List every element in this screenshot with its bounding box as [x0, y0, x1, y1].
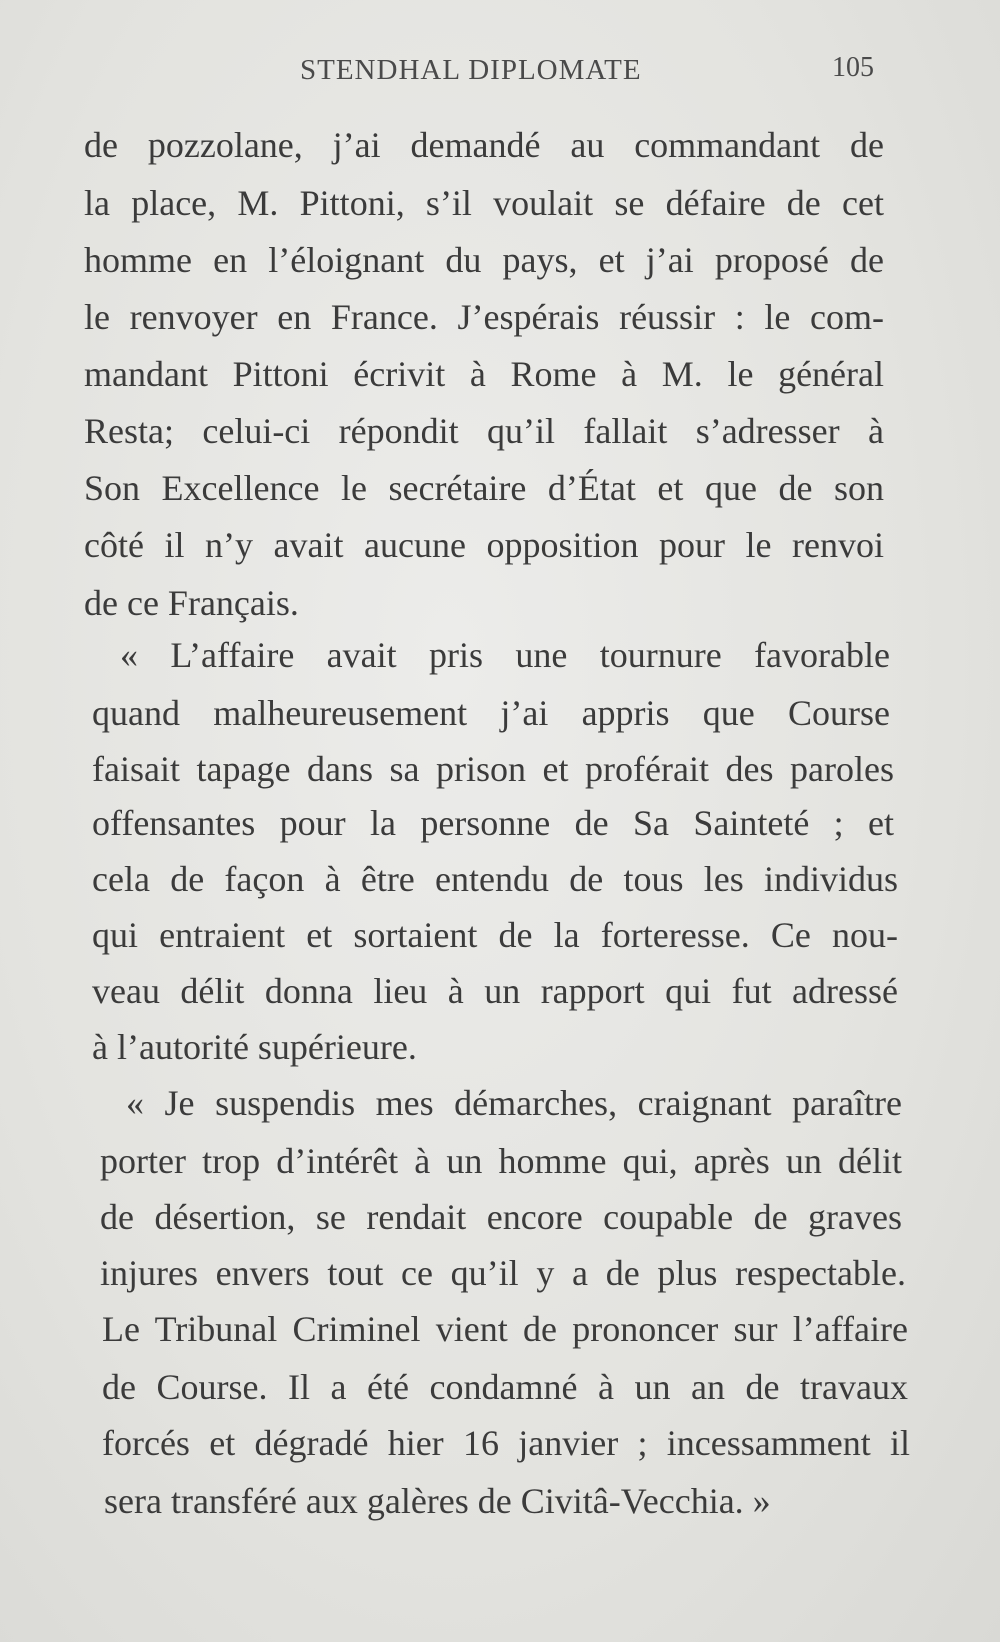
text-line: homme en l’éloignant du pays, et j’ai proposé de — [84, 240, 884, 280]
text-line: côté il n’y avait aucune opposition pour le renvoi — [84, 525, 884, 565]
text-line: quand malheureusement j’ai appris que Course — [92, 693, 890, 733]
text-line: injures envers tout ce qu’il y a de plus respectable. — [100, 1253, 906, 1293]
running-title: STENDHAL DIPLOMATE — [300, 54, 642, 86]
text-line: de désertion, se rendait encore coupable de graves — [100, 1197, 902, 1237]
text-line: offensantes pour la personne de Sa Sainteté ; et — [92, 803, 894, 843]
text-line: forcés et dégradé hier 16 janvier ; incessamment il — [102, 1423, 910, 1463]
text-line: qui entraient et sortaient de la forteresse. Ce nou- — [92, 915, 898, 955]
page-number: 105 — [832, 52, 874, 83]
text-line: sera transféré aux galères de Civitâ-Vecchia. » — [104, 1481, 771, 1521]
text-line: mandant Pittoni écrivit à Rome à M. le général — [84, 354, 884, 394]
text-line: de ce Français. — [84, 583, 299, 623]
text-line: à l’autorité supérieure. — [92, 1027, 417, 1067]
text-line: le renvoyer en France. J’espérais réussir : le com- — [84, 297, 884, 337]
text-line: porter trop d’intérêt à un homme qui, après un délit — [100, 1141, 902, 1181]
text-line: de Course. Il a été condamné à un an de travaux — [102, 1367, 908, 1407]
text-line: cela de façon à être entendu de tous les individus — [92, 859, 898, 899]
text-line: « L’affaire avait pris une tournure favorable — [120, 635, 890, 675]
text-line: faisait tapage dans sa prison et proférait des paroles — [92, 749, 894, 789]
text-line: de pozzolane, j’ai demandé au commandant de — [84, 125, 884, 165]
text-line: Son Excellence le secrétaire d’État et que de son — [84, 468, 884, 508]
text-line: Le Tribunal Criminel vient de prononcer sur l’affaire — [102, 1309, 908, 1349]
text-line: la place, M. Pittoni, s’il voulait se défaire de cet — [84, 183, 884, 223]
text-line: « Je suspendis mes démarches, craignant paraître — [126, 1083, 902, 1123]
text-line: veau délit donna lieu à un rapport qui fut adressé — [92, 971, 898, 1011]
text-line: Resta; celui-ci répondit qu’il fallait s’adresser à — [84, 411, 884, 451]
